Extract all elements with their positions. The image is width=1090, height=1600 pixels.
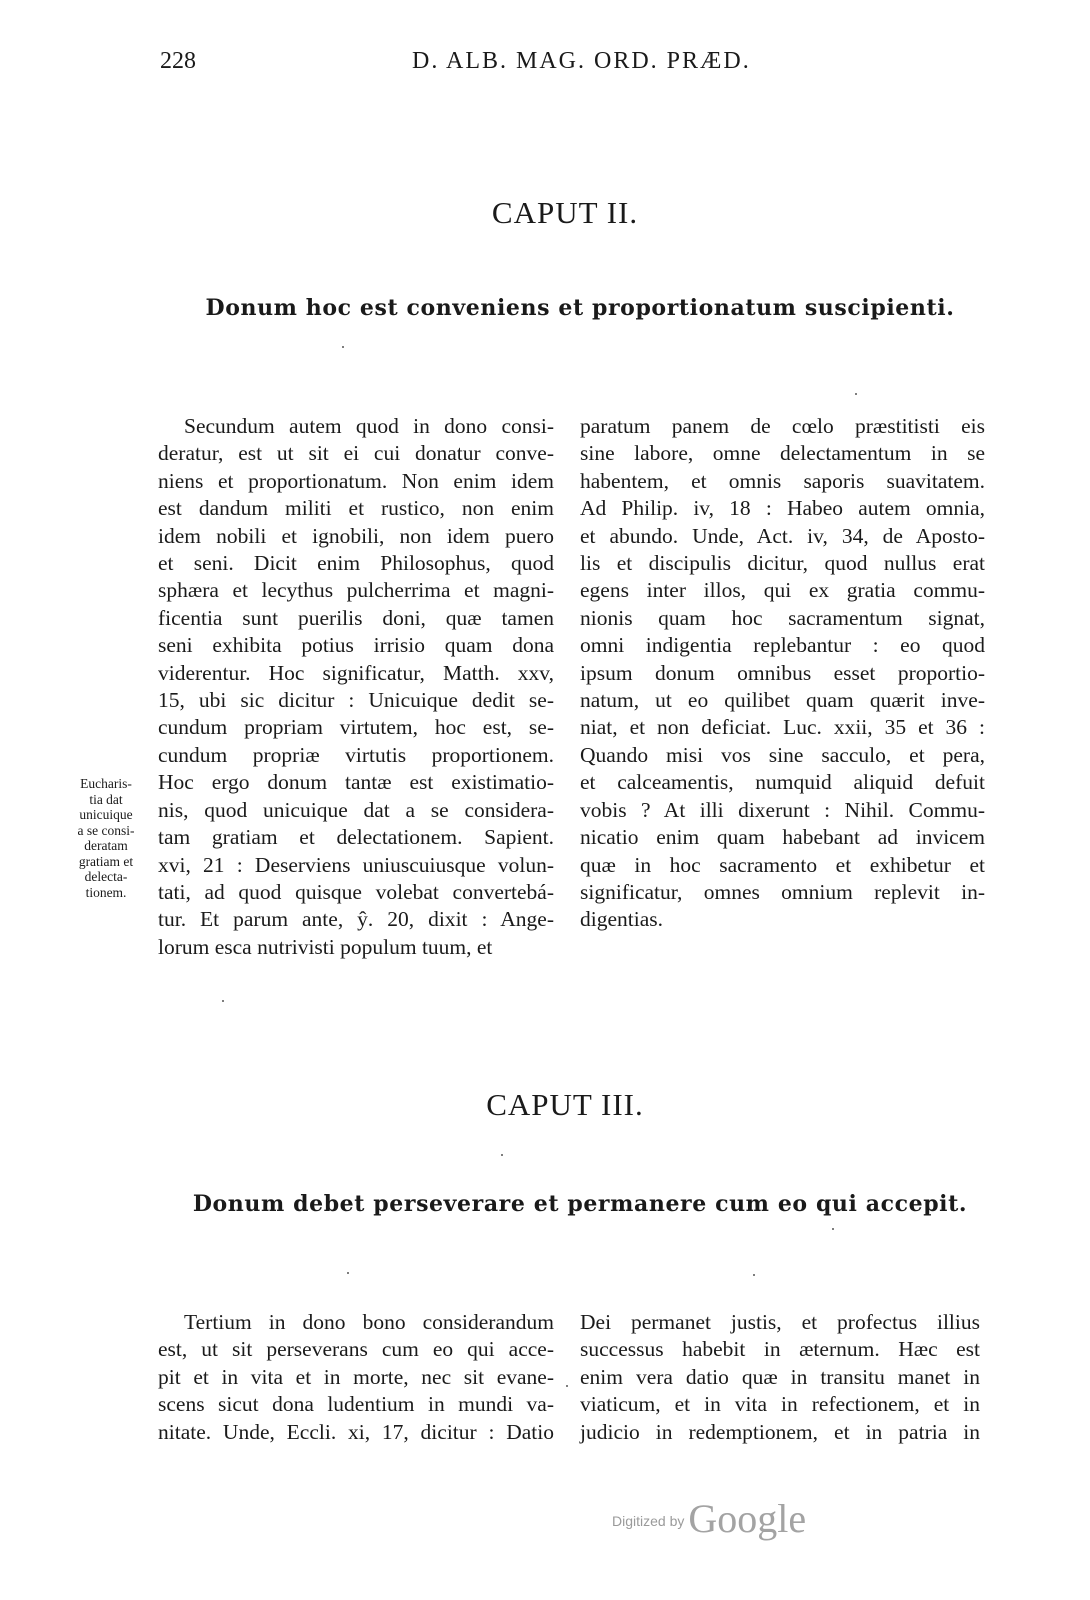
chapter-3-left-column xyxy=(158,1309,554,1446)
text-line: omni indigentia replebantur : eo quod xyxy=(580,633,985,658)
text-line: vobis ? At illi dixerunt : Nihil. Commu- xyxy=(580,797,985,822)
margin-line: tionem. xyxy=(85,884,127,900)
text-line: sine labore, omne delectamentum in se xyxy=(580,441,985,466)
ink-speck xyxy=(347,1272,349,1274)
ink-speck xyxy=(342,346,344,348)
text-line: niat, et non deficiat. Luc. xxii, 35 et 36 : xyxy=(580,715,985,740)
chapter-2-title: CAPUT II. xyxy=(491,195,639,230)
text-line: lorum esca nutrivisti populum tuum, et xyxy=(158,934,493,959)
text-line: Quando misi vos sine sacculo, et pera, xyxy=(580,742,985,767)
page-number: 228 xyxy=(160,48,196,74)
digitized-watermark xyxy=(612,1495,806,1542)
text-line: seni exhibita potius irrisio quam dona xyxy=(158,633,554,658)
text-line: Ad Philip. iv, 18 : Habeo autem omnia, xyxy=(580,496,985,521)
text-line: ficentia sunt puerilis doni, quæ tamen xyxy=(158,605,554,630)
text-line: natum, ut eo quilibet quam quærit inve- xyxy=(580,688,985,713)
text-line: xvi, 21 : Deserviens uniuscuiusque volun- xyxy=(158,852,554,877)
text-line: nitate. Unde, Eccli. xi, 17, dicitur : Datio xyxy=(158,1419,554,1444)
text-line: cundum propriam virtutem, hoc est, se- xyxy=(158,715,554,740)
text-line: cundum propriæ virtutis proportionem. xyxy=(158,742,554,767)
text-line: Hoc ergo donum tantæ est existimatio- xyxy=(158,770,554,795)
text-line: viderentur. Hoc significatur, Matth. xxv, xyxy=(158,660,554,685)
chapter-3-right-column xyxy=(580,1309,980,1446)
ink-speck xyxy=(753,1274,755,1276)
chapter-2-subtitle: Donum hoc est conveniens et proportionatum suscipienti. xyxy=(205,295,955,321)
text-line: paratum panem de cœlo præstitisti eis xyxy=(580,414,985,438)
ink-speck xyxy=(566,1385,568,1387)
text-line: 15, ubi sic dicitur : Unicuique dedit se- xyxy=(158,688,554,713)
margin-line: delecta- xyxy=(84,869,128,884)
text-line: et calceamentis, numquid aliquid defuit xyxy=(580,770,985,795)
text-line: tati, ad quod quisque volebat convertebá- xyxy=(158,879,554,904)
text-line: lis et discipulis dicitur, quod nullus erat xyxy=(580,551,985,576)
text-line: judicio in redemptionem, et in patria in xyxy=(580,1419,980,1444)
text-line: enim vera datio quæ in transitu manet in xyxy=(580,1364,980,1389)
google-logo: Google xyxy=(688,1496,807,1541)
text-line: habentem, et omnis saporis suavitatem. xyxy=(580,468,985,493)
ink-speck xyxy=(222,1000,224,1002)
text-line: scens sicut dona ludentium in mundi va- xyxy=(158,1392,554,1417)
running-head: D. ALB. MAG. ORD. PRÆD. xyxy=(412,48,751,74)
text-line: ipsum donum omnibus esset proportio- xyxy=(580,660,985,685)
text-line: idem nobili et ignobili, non idem puero xyxy=(158,523,554,548)
margin-line: unicuique xyxy=(79,807,133,822)
text-line: egens inter illos, qui ex gratia commu- xyxy=(580,578,985,603)
text-line: pit et in vita et in morte, nec sit evane- xyxy=(158,1364,554,1389)
text-line: nicatio enim quam habebant ad invicem xyxy=(580,825,985,850)
chapter-2-right-column xyxy=(580,413,985,934)
text-line: quæ in hoc sacramento et exhibetur et xyxy=(580,852,985,877)
chapter-3-subtitle: Donum debet perseverare et permanere cum eo qui accepit. xyxy=(192,1191,968,1217)
text-line: et seni. Dicit enim Philosophus, quod xyxy=(158,551,554,576)
text-line: et abundo. Unde, Act. iv, 34, de Aposto- xyxy=(580,523,985,548)
margin-line: tia dat xyxy=(89,791,123,807)
marginal-note xyxy=(60,776,152,900)
text-line: digentias. xyxy=(580,907,663,932)
text-line: successus habebit in æternum. Hæc est xyxy=(580,1337,980,1362)
margin-line: Eucharis- xyxy=(80,776,132,791)
text-line: nis, quod unicuique dat a se considera- xyxy=(158,797,554,822)
text-line: Secundum autem quod in dono consi- xyxy=(184,414,554,438)
text-line: Tertium in dono bono considerandum xyxy=(184,1310,554,1334)
margin-line: deratam xyxy=(84,838,128,853)
text-line: viaticum, et in vita in refectionem, et in xyxy=(580,1392,980,1417)
text-line: nionis quam hoc sacramentum signat, xyxy=(580,605,985,630)
text-line: tam gratiam et delectationem. Sapient. xyxy=(158,825,554,850)
ink-speck xyxy=(501,1154,503,1156)
text-line: Dei permanet justis, et profectus illius xyxy=(580,1310,980,1334)
text-line: significatur, omnes omnium replevit in- xyxy=(580,879,985,904)
margin-line: gratiam et xyxy=(78,853,134,869)
text-line: tur. Et parum ante, ŷ. 20, dixit : Ange- xyxy=(158,907,554,932)
text-line: deratur, est ut sit ei cui donatur conve- xyxy=(158,441,554,466)
ink-speck xyxy=(855,393,857,395)
text-line: est dandum militi et rustico, non enim xyxy=(158,496,554,521)
text-line: sphæra et lecythus pulcherrima et magni- xyxy=(158,578,554,603)
chapter-2-left-column xyxy=(158,413,554,961)
ink-speck xyxy=(832,1228,834,1230)
text-line: est, ut sit perseverans cum eo qui acce- xyxy=(158,1337,554,1362)
margin-line: a se consi- xyxy=(77,822,135,838)
text-line: niens et proportionatum. Non enim idem xyxy=(158,468,554,493)
chapter-3-title: CAPUT III. xyxy=(486,1087,644,1122)
digitized-label: Digitized by xyxy=(612,1513,685,1529)
